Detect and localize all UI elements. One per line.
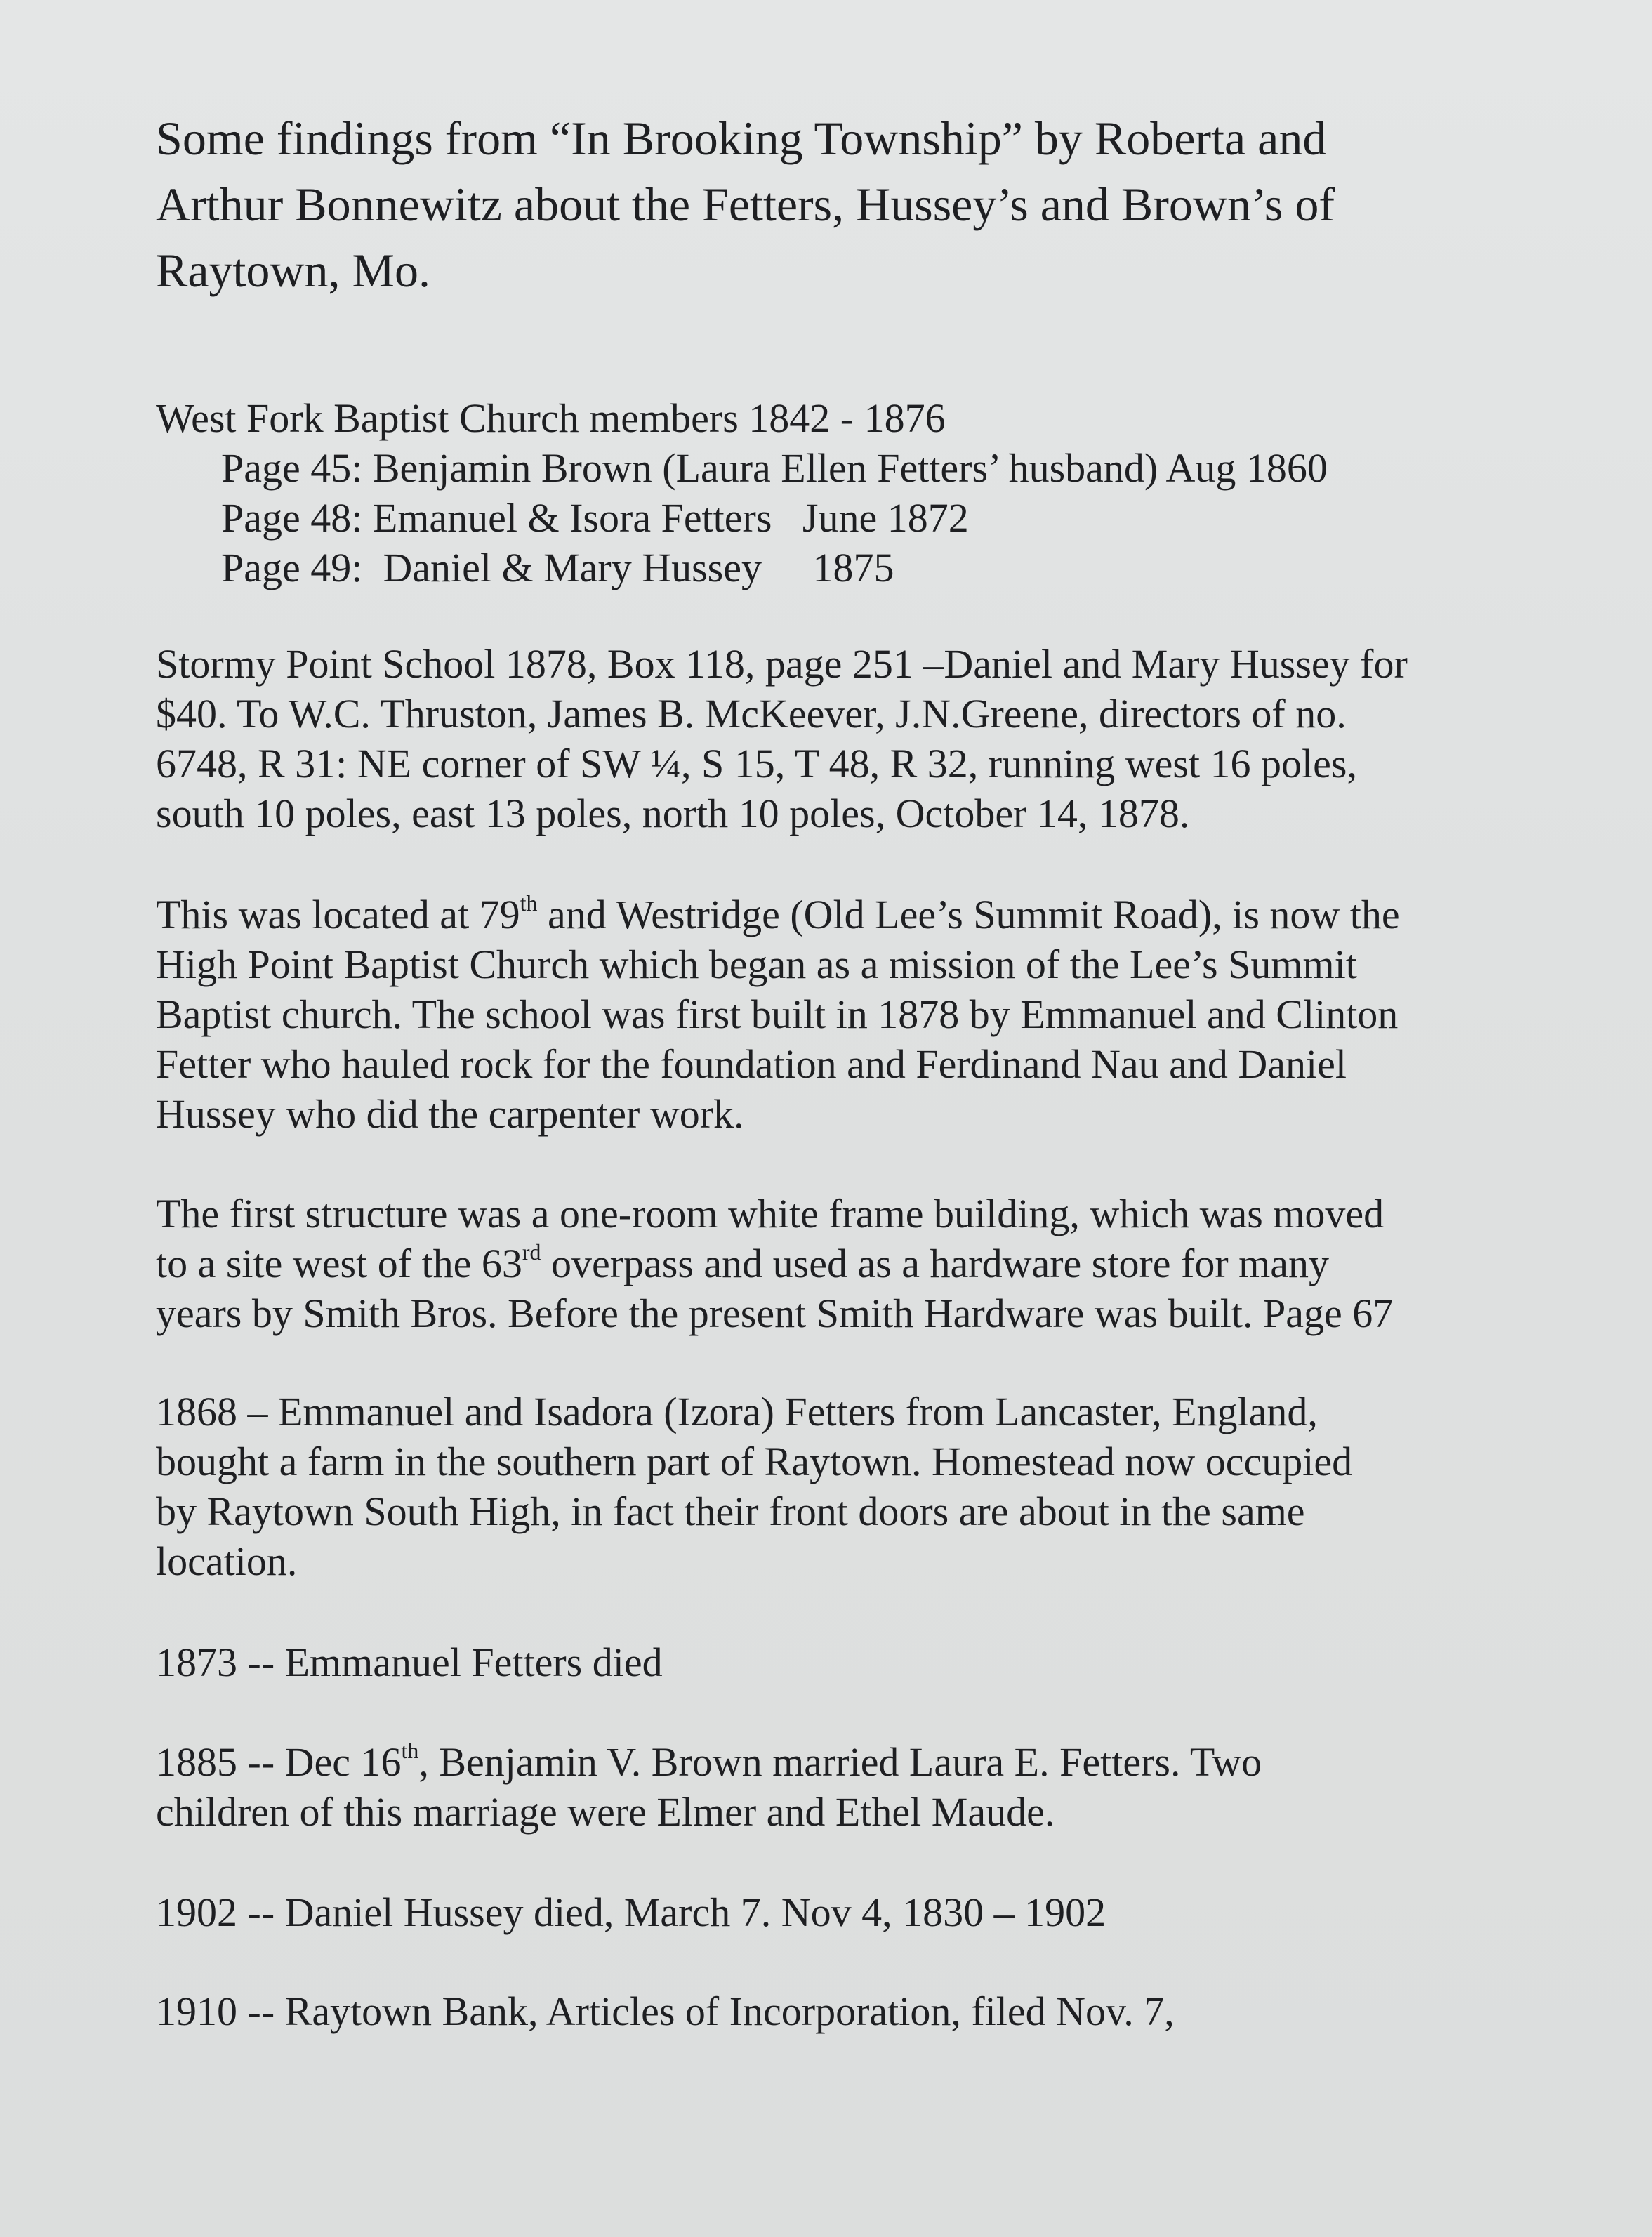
title-line: Arthur Bonnewitz about the Fetters, Hussey’s and Brown’s of xyxy=(156,178,1335,231)
title-line: Some findings from “In Brooking Township” by Roberta and xyxy=(156,112,1327,165)
text-run: and Westridge (Old Lee’s Summit Road), is now the xyxy=(537,892,1400,937)
text-run: 1885 -- Dec 16 xyxy=(156,1739,402,1785)
text-run: This was located at 79 xyxy=(156,892,520,937)
ordinal-suffix: rd xyxy=(522,1239,541,1265)
paragraph-line: $40. To W.C. Thruston, James B. McKeever, J.N.Greene, directors of no. xyxy=(156,691,1347,737)
document-title xyxy=(156,105,1490,303)
church-heading: West Fork Baptist Church members 1842 - 1876 xyxy=(156,395,946,441)
text-run: overpass and used as a hardware store for many xyxy=(541,1241,1330,1286)
paragraph-line: 1910 -- Raytown Bank, Articles of Incorporation, filed Nov. 7, xyxy=(156,1988,1175,2034)
church-members-section xyxy=(156,393,1560,593)
paragraph-line: years by Smith Bros. Before the present Smith Hardware was built. Page 67 xyxy=(156,1291,1394,1336)
paragraph-line: south 10 poles, east 13 poles, north 10 poles, October 14, 1878. xyxy=(156,791,1190,836)
paragraph-line: children of this marriage were Elmer and Ethel Maude. xyxy=(156,1789,1055,1835)
paragraph-line xyxy=(156,1737,1560,1787)
entry-1873 xyxy=(156,1637,1560,1687)
ordinal-suffix: th xyxy=(401,1738,419,1763)
paragraph-line: High Point Baptist Church which began as a mission of the Lee’s Summit xyxy=(156,942,1357,987)
ordinal-suffix: th xyxy=(520,890,538,916)
paragraph-line: Fetter who hauled rock for the foundation and Ferdinand Nau and Daniel xyxy=(156,1041,1347,1087)
paragraph-line xyxy=(156,1239,1560,1288)
paragraph-line: Stormy Point School 1878, Box 118, page 251 –Daniel and Mary Hussey for xyxy=(156,641,1408,687)
paragraph-line: Hussey who did the carpenter work. xyxy=(156,1091,744,1137)
paragraph-line: bought a farm in the southern part of Raytown. Homestead now occupied xyxy=(156,1439,1353,1484)
paragraph-line: Baptist church. The school was first built in 1878 by Emmanuel and Clinton xyxy=(156,991,1399,1037)
text-run: to a site west of the 63 xyxy=(156,1241,522,1286)
entry-1868 xyxy=(156,1387,1560,1586)
church-entry: Page 48: Emanuel & Isora Fetters June 1872 xyxy=(221,495,969,541)
paragraph-line: 1902 -- Daniel Hussey died, March 7. Nov 4, 1830 – 1902 xyxy=(156,1889,1106,1935)
church-entry: Page 45: Benjamin Brown (Laura Ellen Fetters’ husband) Aug 1860 xyxy=(221,445,1328,491)
entry-1885 xyxy=(156,1737,1560,1837)
school-paragraph xyxy=(156,639,1560,838)
text-run: , Benjamin V. Brown married Laura E. Fetters. Two xyxy=(418,1739,1262,1785)
paragraph-line: 1868 – Emmanuel and Isadora (Izora) Fetters from Lancaster, England, xyxy=(156,1389,1318,1434)
paragraph-line: 1873 -- Emmanuel Fetters died xyxy=(156,1639,663,1685)
title-line: Raytown, Mo. xyxy=(156,244,430,297)
church-entry: Page 49: Daniel & Mary Hussey 1875 xyxy=(221,545,894,590)
entry-1910 xyxy=(156,1986,1560,2036)
paragraph-line: location. xyxy=(156,1538,298,1584)
entry-1902 xyxy=(156,1887,1560,1937)
paragraph-line: by Raytown South High, in fact their front doors are about in the same xyxy=(156,1489,1305,1534)
paragraph-line: 6748, R 31: NE corner of SW ¼, S 15, T 48, R 32, running west 16 poles, xyxy=(156,741,1357,786)
paragraph-line xyxy=(156,890,1560,939)
paragraph-line: The first structure was a one-room white frame building, which was moved xyxy=(156,1191,1385,1236)
location-paragraph xyxy=(156,890,1560,1139)
structure-paragraph xyxy=(156,1189,1560,1338)
